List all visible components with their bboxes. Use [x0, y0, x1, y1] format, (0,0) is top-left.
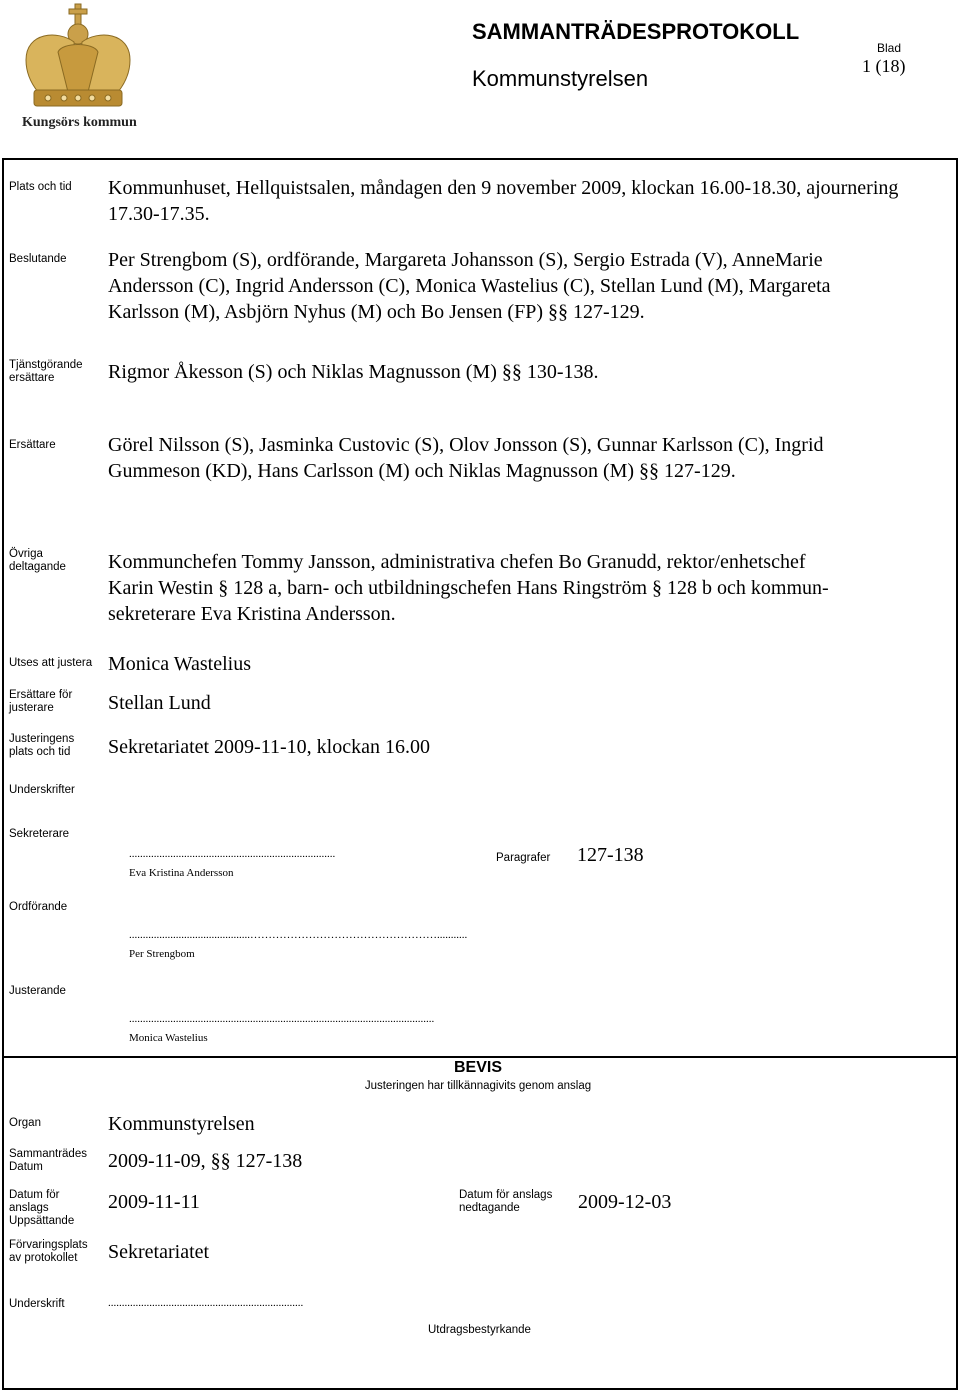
removed-date-value: 2009-12-03: [578, 1191, 672, 1213]
paragraphs-value: 127-138: [577, 844, 644, 866]
label-line: Sammanträdes: [9, 1148, 87, 1160]
label-line: Datum för anslags: [459, 1189, 553, 1201]
secretary-signature-line: ...........................................................................: [129, 848, 336, 860]
decision-makers-value: [108, 247, 831, 325]
adjuster-value: Monica Wastelius: [108, 653, 251, 675]
substitutes-value: [108, 432, 824, 484]
other-participants-value: [108, 549, 829, 627]
secretary-label: Sekreterare: [9, 828, 70, 840]
label-line: Förvaringsplats: [9, 1239, 88, 1251]
adjuster-signature-label: Justerande: [9, 985, 66, 997]
adjuster-label: Utses att justera: [9, 657, 93, 669]
label-line: Justeringens: [9, 733, 75, 745]
serving-substitutes-value: Rigmor Åkesson (S) och Niklas Magnusson (M) §§ 130-138.: [108, 361, 599, 383]
signature-line: .......................................................................: [108, 1297, 304, 1309]
decision-line: Per Strengbom (S), ordförande, Margareta Johansson (S), Sergio Estrada (V), AnneMarie: [108, 249, 823, 271]
document-title: SAMMANTRÄDESPROTOKOLL: [472, 19, 800, 44]
logo-text: Kungsörs kommun: [22, 115, 137, 130]
others-line: sekreterare Eva Kristina Andersson.: [108, 603, 396, 625]
label-line: Tjänstgörande: [9, 359, 83, 371]
decision-line: Karlsson (M), Asbjörn Nyhus (M) och Bo Jensen (FP) §§ 127-129.: [108, 301, 645, 323]
chair-signature-line: ............................................……………………………………………...........: [129, 929, 468, 941]
posted-date-label: [9, 1189, 74, 1228]
signature-label: Underskrift: [9, 1298, 65, 1310]
place-value: Kommunhuset, Hellquistsalen, måndagen den 9 november 2009, klockan 16.00-18.30, ajournering 17.30-17.35.: [108, 177, 899, 225]
others-line: Karin Westin § 128 a, barn- och utbildningschefen Hans Ringström § 128 b och kommun-: [108, 577, 829, 599]
substitutes-line: Gummeson (KD), Hans Carlsson (M) och Niklas Magnusson (M) §§ 127-129.: [108, 460, 736, 482]
municipality-logo: [18, 2, 140, 134]
storage-label: [9, 1239, 88, 1265]
certificate-subtitle: Justeringen har tillkännagivits genom anslag: [364, 1080, 592, 1092]
serving-substitutes-label: [9, 359, 83, 385]
label-line: Datum för: [9, 1189, 60, 1201]
removed-date-label: [459, 1189, 552, 1215]
adjuster-substitute-label: [9, 689, 72, 715]
adjuster-name: Monica Wastelius: [129, 1032, 208, 1044]
label-line: Ersättare för: [9, 689, 73, 701]
label-line: plats och tid: [9, 746, 71, 758]
storage-value: Sekretariatet: [108, 1241, 210, 1263]
adjustment-place-value: Sekretariatet 2009-11-10, klockan 16.00: [108, 736, 430, 758]
label-line: av protokollet: [9, 1252, 78, 1264]
organ-label: Organ: [9, 1117, 41, 1129]
label-line: Datum: [9, 1161, 43, 1173]
others-line: Kommunchefen Tommy Jansson, administrativa chefen Bo Granudd, rektor/enhetschef: [108, 551, 806, 573]
chair-name: Per Strengbom: [129, 948, 195, 960]
meeting-date-value: 2009-11-09, §§ 127-138: [108, 1150, 303, 1172]
meeting-date-label: [9, 1148, 87, 1174]
chair-label: Ordförande: [9, 901, 68, 913]
label-line: Uppsättande: [9, 1215, 75, 1227]
decision-makers-label: Beslutande: [9, 253, 67, 265]
sheet-label: Blad: [877, 41, 902, 55]
adjustment-place-label: [9, 733, 74, 759]
substitutes-label: Ersättare: [9, 439, 56, 451]
organ-value: Kommunstyrelsen: [108, 1113, 255, 1135]
other-participants-label: [9, 548, 66, 574]
adjuster-substitute-value: Stellan Lund: [108, 692, 211, 714]
place-label: Plats och tid: [9, 181, 72, 193]
committee-name: Kommunstyrelsen: [472, 66, 649, 91]
label-line: Övriga: [9, 548, 43, 560]
certificate-title: BEVIS: [453, 1059, 502, 1076]
label-line: anslags: [9, 1202, 49, 1214]
posted-date-value: 2009-11-11: [108, 1191, 200, 1213]
crown-logo-icon: [18, 2, 140, 112]
label-line: justerare: [9, 702, 54, 714]
decision-line: Andersson (C), Ingrid Andersson (C), Monica Wastelius (C), Stellan Lund (M), Margareta: [108, 275, 831, 297]
secretary-name: Eva Kristina Andersson: [129, 867, 234, 879]
adjuster-signature-line: ...............................................................................................................: [129, 1013, 435, 1025]
label-line: nedtagande: [459, 1202, 520, 1214]
substitutes-line: Görel Nilsson (S), Jasminka Custovic (S), Olov Jonsson (S), Gunnar Karlsson (C), Ingrid: [108, 434, 824, 456]
paragraphs-label: Paragrafer: [496, 852, 551, 864]
signature-caption: Utdragsbestyrkande: [428, 1324, 531, 1336]
label-line: deltagande: [9, 561, 66, 573]
sheet-number: 1 (18): [862, 56, 906, 76]
certificate-frame: [2, 1056, 958, 1390]
signatures-heading: Underskrifter: [9, 784, 75, 796]
label-line: ersättare: [9, 372, 55, 384]
